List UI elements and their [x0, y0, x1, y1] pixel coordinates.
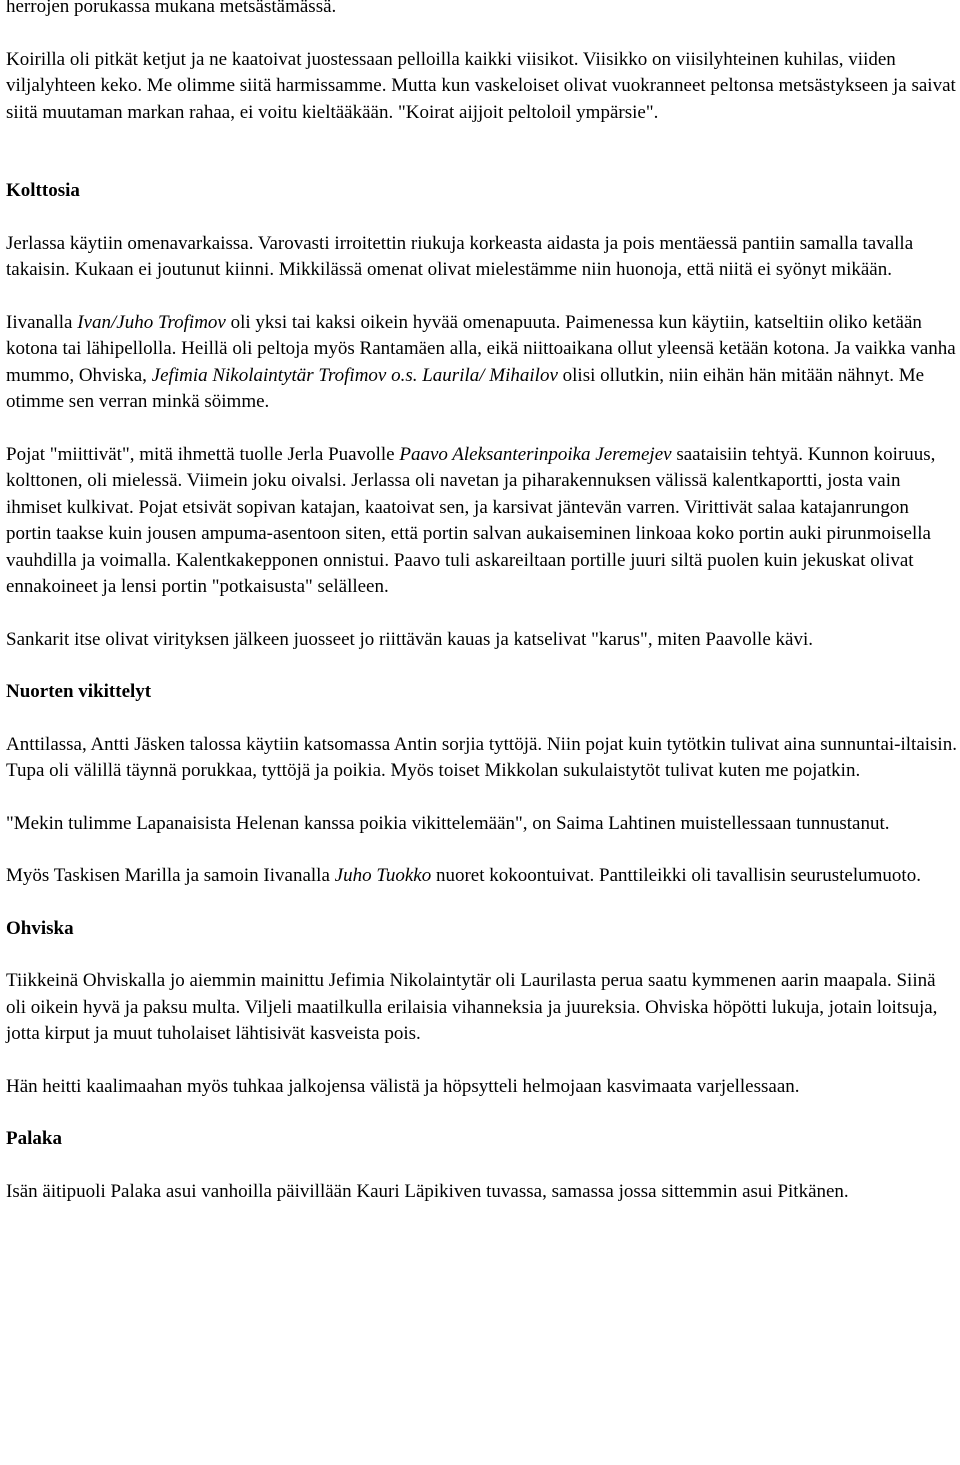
person-name: Jefimia Nikolaintytär Trofimov o.s. Laurila/ Mihailov — [151, 364, 558, 386]
paragraph-gate-prank — [6, 442, 958, 601]
text-run: "Mekin tulimme Lapanaisista Helenan kanssa poikia vikittelemään", on Saima Lahtinen muistellessaan tunnustanut. — [6, 812, 890, 834]
heading-kolttosia: Kolttosia — [6, 180, 80, 201]
text-run: Anttilassa, Antti Jäsken talossa käytiin katsomassa Antin sorjia tyttöjä. Niin pojat kuin tytötkin tulivat aina sunnuntai-iltaisin. Tupa oli välillä täynnä porukkaa, tyttöjä ja poikia. Myös toiset Mikkolan sukulaistytöt tulivat kuten me pojatkin. — [6, 733, 957, 781]
document-body — [6, 0, 958, 1231]
paragraph-palaka — [6, 1179, 958, 1206]
person-name: Paavo Aleksanterinpoika Jeremejev — [399, 443, 672, 465]
text-run: Tiikkeinä Ohviskalla jo aiemmin mainittu Jefimia Nikolaintytär oli Laurilasta perua saatu kymmenen aarin maapala. Siinä oli oikein hyvä ja paksu multa. Viljeli maatilkulla erilaisia vihanneksia ja juureksia. Ohviska höpötti lukuja, jotain loitsuja, jotta kirput ja muut tuholaiset lähtisivät kasveista pois. — [6, 970, 938, 1044]
text-run: Pojat "miittivät", mitä ihmettä tuolle Jerla Puavolle — [6, 443, 400, 465]
text-run: Iivanalla — [6, 311, 78, 333]
paragraph-dogs — [6, 47, 958, 127]
paragraph-saima-quote — [6, 811, 958, 838]
text-run: nuoret kokoontuivat. Panttileikki oli tavallisin seurustelumuoto. — [431, 865, 921, 886]
paragraph-anttila — [6, 732, 958, 785]
spacer — [6, 152, 958, 178]
text-run: Hän heitti kaalimaahan myös tuhkaa jalkojensa välistä ja höpsytteli helmojaan kasvimaata varjellessaan. — [6, 1075, 800, 1097]
heading-palaka: Palaka — [6, 1128, 62, 1149]
heading-ohviska: Ohviska — [6, 917, 74, 939]
text-run: herrojen porukassa mukana metsästämässä. — [6, 0, 337, 17]
heading-nuorten-vikittelyt: Nuorten vikittelyt — [6, 681, 152, 702]
paragraph-ohviska-garden — [6, 968, 958, 1048]
text-run: Jerlassa käytiin omenavarkaissa. Varovasti irroitettin riukuja korkeasta aidasta ja pois mentäessä pantiin samalla tavalla takaisin. Kukaan ei joutunut kiinni. Mikkilässä omenat olivat mielestämme niin huonoja, että niitä ei syönyt mikään. — [6, 232, 914, 280]
paragraph-ohviska-ash — [6, 1074, 958, 1101]
text-run: Isän äitipuoli Palaka asui vanhoilla päivillään Kauri Läpikiven tuvassa, samassa jossa sittemmin asui Pitkänen. — [6, 1180, 849, 1202]
person-name: Juho Tuokko — [334, 865, 432, 886]
paragraph-iivanala — [6, 310, 958, 416]
text-run: oli yksi tai kaksi oikein hyvää omenapuuta. Paimenessa kun käytiin, katseltiin oliko ketään kotona tai lähipellolla. Heillä oli peltoja myös Rantamäen alla, eikä niittoaikana ollut yleensä ketään kotona. Ja vaikka vanha mummo, Ohviska, — [6, 311, 956, 386]
text-run: Myös Taskisen Marilla ja samoin Iivanalla — [6, 865, 335, 886]
text-run: saataisiin tehtyä. Kunnon koiruus, kolttonen, oli mielessä. Viimein joku oivalsi. Jerlassa oli navetan ja piharakennuksen välissä kalentkaportti, josta vain ihmiset kulkivat. Pojat etsivät sopivan katajan, kaatoivat sen, ja karsivat jäntevän varren. Virittivät salaa katajanrungon portin taakse kuin jousen ampuma-asentoon siten, että portin salvan aukaiseminen linkoaa koko portin auki pirunmoisella vauhdilla ja voimalla. Kalentkakepponen onnistui. Paavo tuli askareiltaan portille juuri siltä puolen kuin jekuskat olivat ennakoineet ja lensi portin "potkaisusta" selälleen. — [6, 443, 936, 597]
text-run: Sankarit itse olivat virityksen jälkeen juosseet jo riittävän kauas ja katselivat "karus", miten Paavolle kävi. — [6, 628, 813, 650]
paragraph-hunting-end — [6, 0, 958, 21]
paragraph-taskinen — [6, 863, 958, 890]
text-run: Koirilla oli pitkät ketjut ja ne kaatoivat juostessaan pelloilla kaikki viisikot. Viisikko on viisilyhteinen kuhilas, viiden viljalyhteen keko. Me olimme siitä harmissamme. Mutta kun vaskeloiset olivat vuokranneet peltonsa metsästykseen ja saivat siitä muutaman markan rahaa, ei voitu kieltääkään. "Koirat aijjoit peltoloil ympärsie". — [6, 48, 956, 123]
text-run: olisi ollutkin, niin eihän hän mitään nähnyt. Me otimme sen verran minkä söimme. — [6, 364, 925, 412]
person-name: Ivan/Juho Trofimov — [77, 311, 226, 333]
paragraph-heroes — [6, 627, 958, 654]
paragraph-apple-thefts — [6, 231, 958, 284]
